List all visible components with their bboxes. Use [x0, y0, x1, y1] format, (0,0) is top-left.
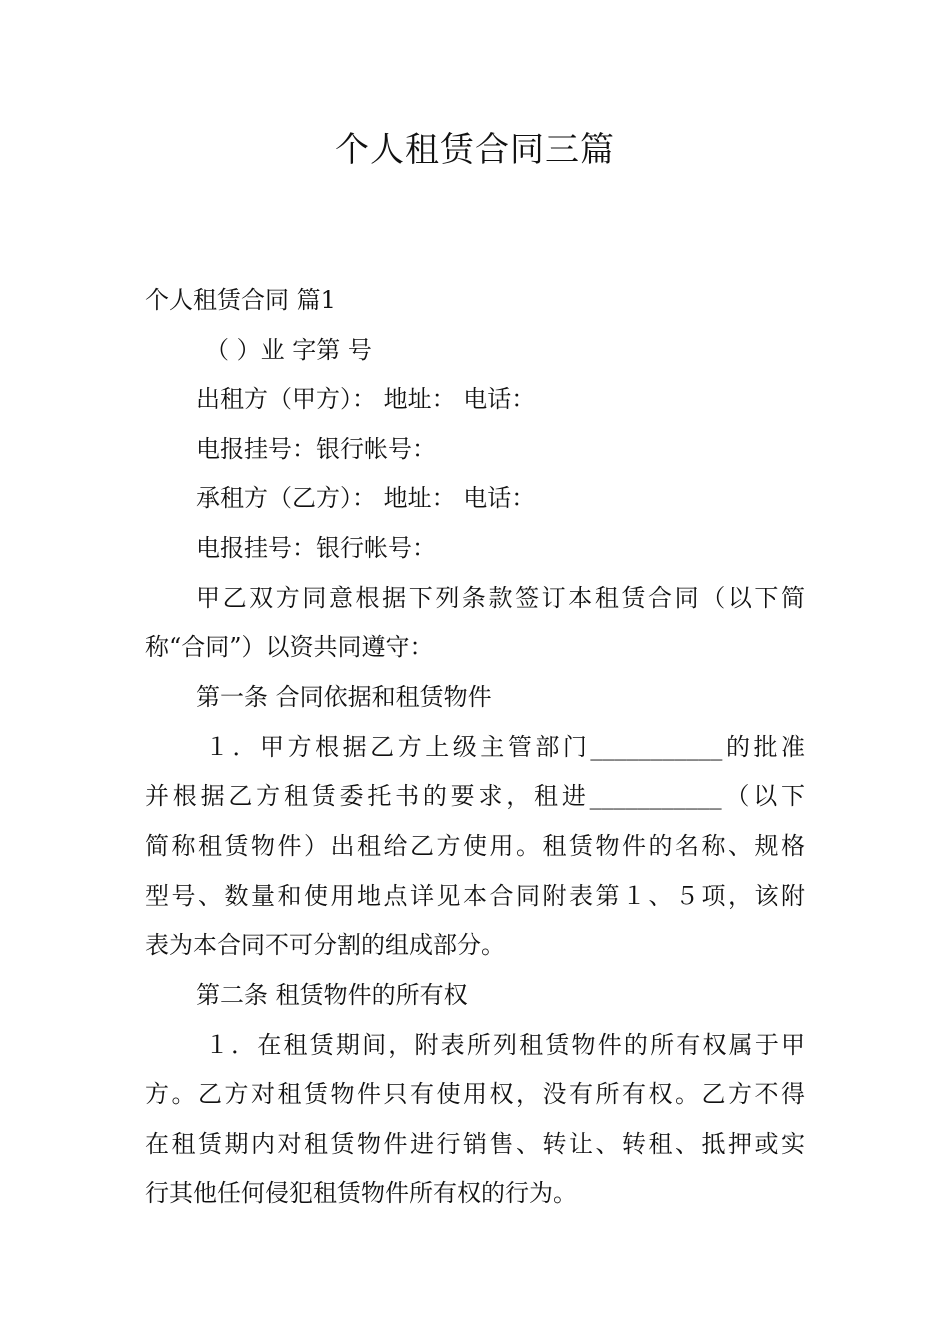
- article-heading: 第二条 租赁物件的所有权: [196, 981, 468, 1009]
- paragraph-line: 并根据乙方租赁委托书的要求，租进___________（以下: [145, 782, 805, 810]
- section-heading: 个人租赁合同 篇1: [145, 286, 336, 314]
- lessor-bank-line: 电报挂号：银行帐号：: [196, 435, 436, 463]
- lessee-bank-line: 电报挂号：银行帐号：: [196, 534, 436, 562]
- paragraph-line: 行其他任何侵犯租赁物件所有权的行为。: [145, 1179, 577, 1207]
- paragraph-line: 甲乙双方同意根据下列条款签订本租赁合同（以下简: [196, 584, 805, 612]
- lessor-line: 出租方（甲方）： 地址： 电话：: [196, 385, 536, 413]
- document-title: 个人租赁合同三篇: [335, 130, 615, 170]
- contract-number-line: （ ）业 字第 号: [205, 336, 372, 364]
- paragraph-line: 表为本合同不可分割的组成部分。: [145, 931, 505, 959]
- paragraph-line: １．甲方根据乙方上级主管部门___________的批准: [205, 733, 805, 761]
- paragraph-line: 在租赁期内对租赁物件进行销售、转让、转租、抵押或实: [145, 1130, 805, 1158]
- paragraph-line: 简称租赁物件）出租给乙方使用。租赁物件的名称、规格: [145, 832, 805, 860]
- lessee-line: 承租方（乙方）： 地址： 电话：: [196, 484, 536, 512]
- paragraph-line: １．在租赁期间，附表所列租赁物件的所有权属于甲: [205, 1031, 805, 1059]
- article-heading: 第一条 合同依据和租赁物件: [196, 683, 492, 711]
- paragraph-line: 方。乙方对租赁物件只有使用权，没有所有权。乙方不得: [145, 1080, 805, 1108]
- paragraph-line: 称“合同”）以资共同遵守：: [145, 633, 434, 661]
- paragraph-line: 型号、数量和使用地点详见本合同附表第１、５项，该附: [145, 882, 805, 910]
